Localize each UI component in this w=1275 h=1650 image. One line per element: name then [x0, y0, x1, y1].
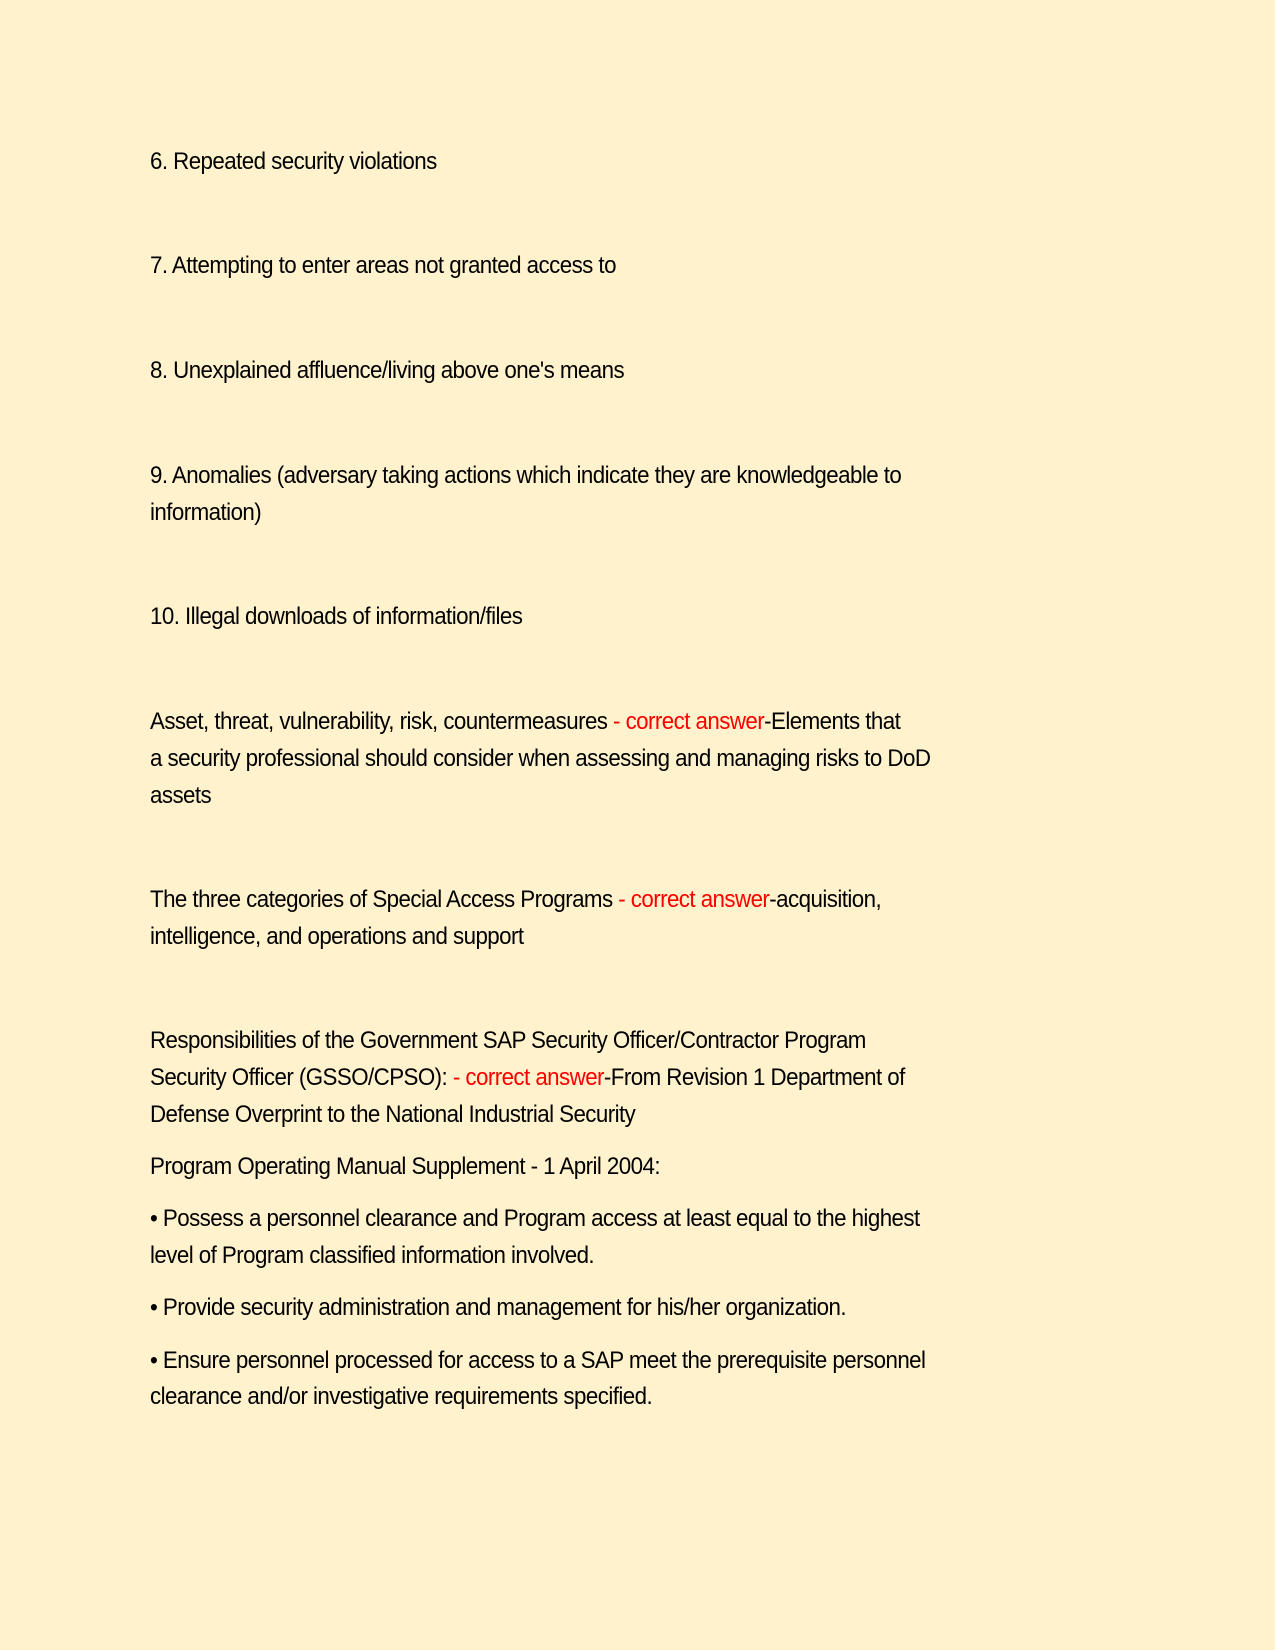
- answer-marker: - correct answer: [618, 886, 770, 913]
- list-item-7: 7. Attempting to enter areas not granted access to: [150, 252, 616, 279]
- bullet-3: • Ensure personnel processed for access to a SAP meet the prerequisite personnel: [150, 1347, 926, 1374]
- qa-question-3-line2: Security Officer (GSSO/CPSO): - correct answer-From Revision 1 Department of: [150, 1064, 905, 1091]
- list-item-9: 9. Anomalies (adversary taking actions which indicate they are knowledgeable to: [150, 462, 902, 489]
- qa-question-3-line1: Responsibilities of the Government SAP Security Officer/Contractor Program: [150, 1027, 866, 1054]
- list-item-9-cont: information): [150, 499, 262, 526]
- qa-question-1: Asset, threat, vulnerability, risk, countermeasures - correct answer-Elements that: [150, 708, 901, 735]
- answer-marker: - correct answer: [613, 708, 765, 735]
- qa-answer-1-line3: assets: [150, 782, 212, 809]
- bullet-3-cont: clearance and/or investigative requirements specified.: [150, 1383, 653, 1410]
- qa-answer-2-line2: intelligence, and operations and support: [150, 923, 524, 950]
- list-item-10: 10. Illegal downloads of information/files: [150, 603, 523, 630]
- bullet-2: • Provide security administration and management for his/her organization.: [150, 1294, 847, 1321]
- bullet-1-cont: level of Program classified information involved.: [150, 1242, 595, 1269]
- bullet-1: • Possess a personnel clearance and Program access at least equal to the highest: [150, 1205, 920, 1232]
- list-item-6: 6. Repeated security violations: [150, 148, 437, 175]
- qa-question-2: The three categories of Special Access Programs - correct answer-acquisition,: [150, 886, 882, 913]
- list-item-8: 8. Unexplained affluence/living above one's means: [150, 357, 625, 384]
- qa-answer-3-line3: Program Operating Manual Supplement - 1 April 2004:: [150, 1153, 661, 1180]
- qa-answer-1-line2: a security professional should consider when assessing and managing risks to DoD: [150, 745, 931, 772]
- answer-marker: - correct answer: [452, 1064, 604, 1091]
- qa-answer-3-line2: Defense Overprint to the National Industrial Security: [150, 1101, 636, 1128]
